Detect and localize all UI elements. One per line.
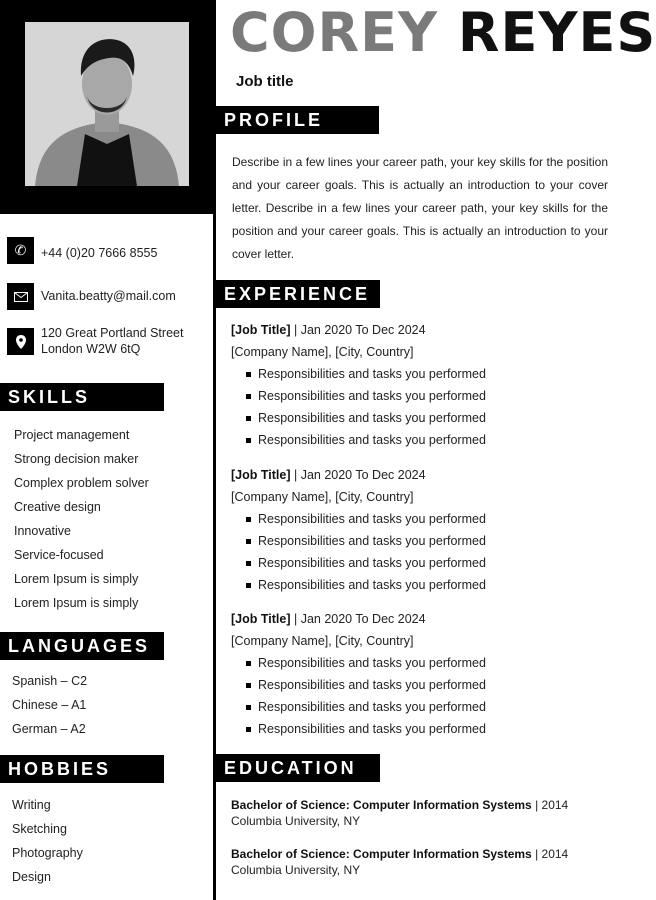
language-item: Spanish – C2 — [12, 674, 88, 688]
last-name: REYES — [457, 1, 656, 64]
job-entry-dates: Jan 2020 To Dec 2024 — [300, 323, 426, 337]
job-entry-title: [Job Title] — [231, 323, 291, 337]
job-entry-dates: Jan 2020 To Dec 2024 — [300, 612, 426, 626]
skill-item: Strong decision maker — [14, 452, 139, 466]
address-line-2: London W2W 6tQ — [41, 342, 141, 356]
task-list — [231, 508, 611, 596]
task-item: Responsibilities and tasks you performed — [231, 674, 611, 696]
skill-item: Lorem Ipsum is simply — [14, 572, 139, 586]
job-entry-title: [Job Title] — [231, 612, 291, 626]
education-heading: EDUCATION — [216, 754, 380, 782]
task-item: Responsibilities and tasks you performed — [231, 363, 611, 385]
hobbies-heading: HOBBIES — [0, 755, 164, 783]
job-entry-company: [Company Name], [City, Country] — [231, 490, 414, 504]
task-item: Responsibilities and tasks you performed — [231, 429, 611, 451]
skills-list — [14, 423, 149, 615]
profile-text: Describe in a few lines your career path, your key skills for the position and your career goals. This is actually an introduction to your cover letter. Describe in a few lines your career path, your key skills for the position and your career goals. This is actually an introduction to your cover letter. — [232, 155, 608, 261]
location-pin-icon — [7, 328, 34, 355]
hobby-item: Writing — [12, 798, 51, 812]
phone-icon: ✆ — [7, 237, 34, 264]
job-entry-company: [Company Name], [City, Country] — [231, 345, 414, 359]
job-entry-title: [Job Title] — [231, 468, 291, 482]
skill-item: Service-focused — [14, 548, 104, 562]
address-line-1: 120 Great Portland Street — [41, 326, 184, 340]
degree-name: Bachelor of Science: Computer Information Systems — [231, 798, 532, 812]
experience-entry — [231, 319, 611, 451]
hobby-item: Photography — [12, 846, 83, 860]
task-item: Responsibilities and tasks you performed — [231, 652, 611, 674]
contact-phone — [7, 237, 207, 264]
education-entry — [231, 797, 568, 829]
task-item: Responsibilities and tasks you performed — [231, 385, 611, 407]
skill-item: Complex problem solver — [14, 476, 149, 490]
profile-heading: PROFILE — [216, 106, 379, 134]
job-entry-separator: | — [290, 468, 301, 482]
school-name: Columbia University, NY — [231, 814, 361, 828]
contact-address — [7, 327, 207, 357]
profile-photo — [25, 22, 189, 186]
task-item: Responsibilities and tasks you performed — [231, 407, 611, 429]
job-entry-company: [Company Name], [City, Country] — [231, 634, 414, 648]
hobby-item: Design — [12, 870, 51, 884]
skill-item: Project management — [14, 428, 130, 442]
skills-heading: SKILLS — [0, 383, 164, 411]
person-avatar-icon — [25, 22, 189, 186]
task-item: Responsibilities and tasks you performed — [231, 574, 611, 596]
skill-item: Creative design — [14, 500, 101, 514]
degree-year: | 2014 — [531, 847, 569, 861]
skill-item: Lorem Ipsum is simply — [14, 596, 139, 610]
job-entry-separator: | — [290, 323, 301, 337]
experience-heading: EXPERIENCE — [216, 280, 380, 308]
education-entry — [231, 846, 568, 878]
skill-item: Innovative — [14, 524, 71, 538]
task-item: Responsibilities and tasks you performed — [231, 508, 611, 530]
hobbies-list — [12, 793, 83, 889]
degree-year: | 2014 — [531, 798, 569, 812]
language-item: German – A2 — [12, 722, 86, 736]
job-entry-separator: | — [290, 612, 301, 626]
task-item: Responsibilities and tasks you performed — [231, 718, 611, 740]
task-item: Responsibilities and tasks you performed — [231, 552, 611, 574]
candidate-name — [230, 1, 656, 64]
experience-entry — [231, 464, 611, 596]
phone-text: +44 (0)20 7666 8555 — [41, 246, 158, 260]
first-name: COREY — [230, 1, 439, 64]
hobby-item: Sketching — [12, 822, 67, 836]
languages-heading: LANGUAGES — [0, 632, 164, 660]
languages-list — [12, 669, 87, 741]
contact-email — [7, 283, 207, 310]
mail-icon — [7, 283, 34, 310]
degree-name: Bachelor of Science: Computer Information Systems — [231, 847, 532, 861]
task-list — [231, 363, 611, 451]
language-item: Chinese – A1 — [12, 698, 87, 712]
school-name: Columbia University, NY — [231, 863, 361, 877]
email-text: Vanita.beatty@mail.com — [41, 289, 176, 303]
task-list — [231, 652, 611, 740]
task-item: Responsibilities and tasks you performed — [231, 696, 611, 718]
experience-entry — [231, 608, 611, 740]
task-item: Responsibilities and tasks you performed — [231, 530, 611, 552]
job-entry-dates: Jan 2020 To Dec 2024 — [300, 468, 426, 482]
job-title: Job title — [236, 73, 294, 90]
